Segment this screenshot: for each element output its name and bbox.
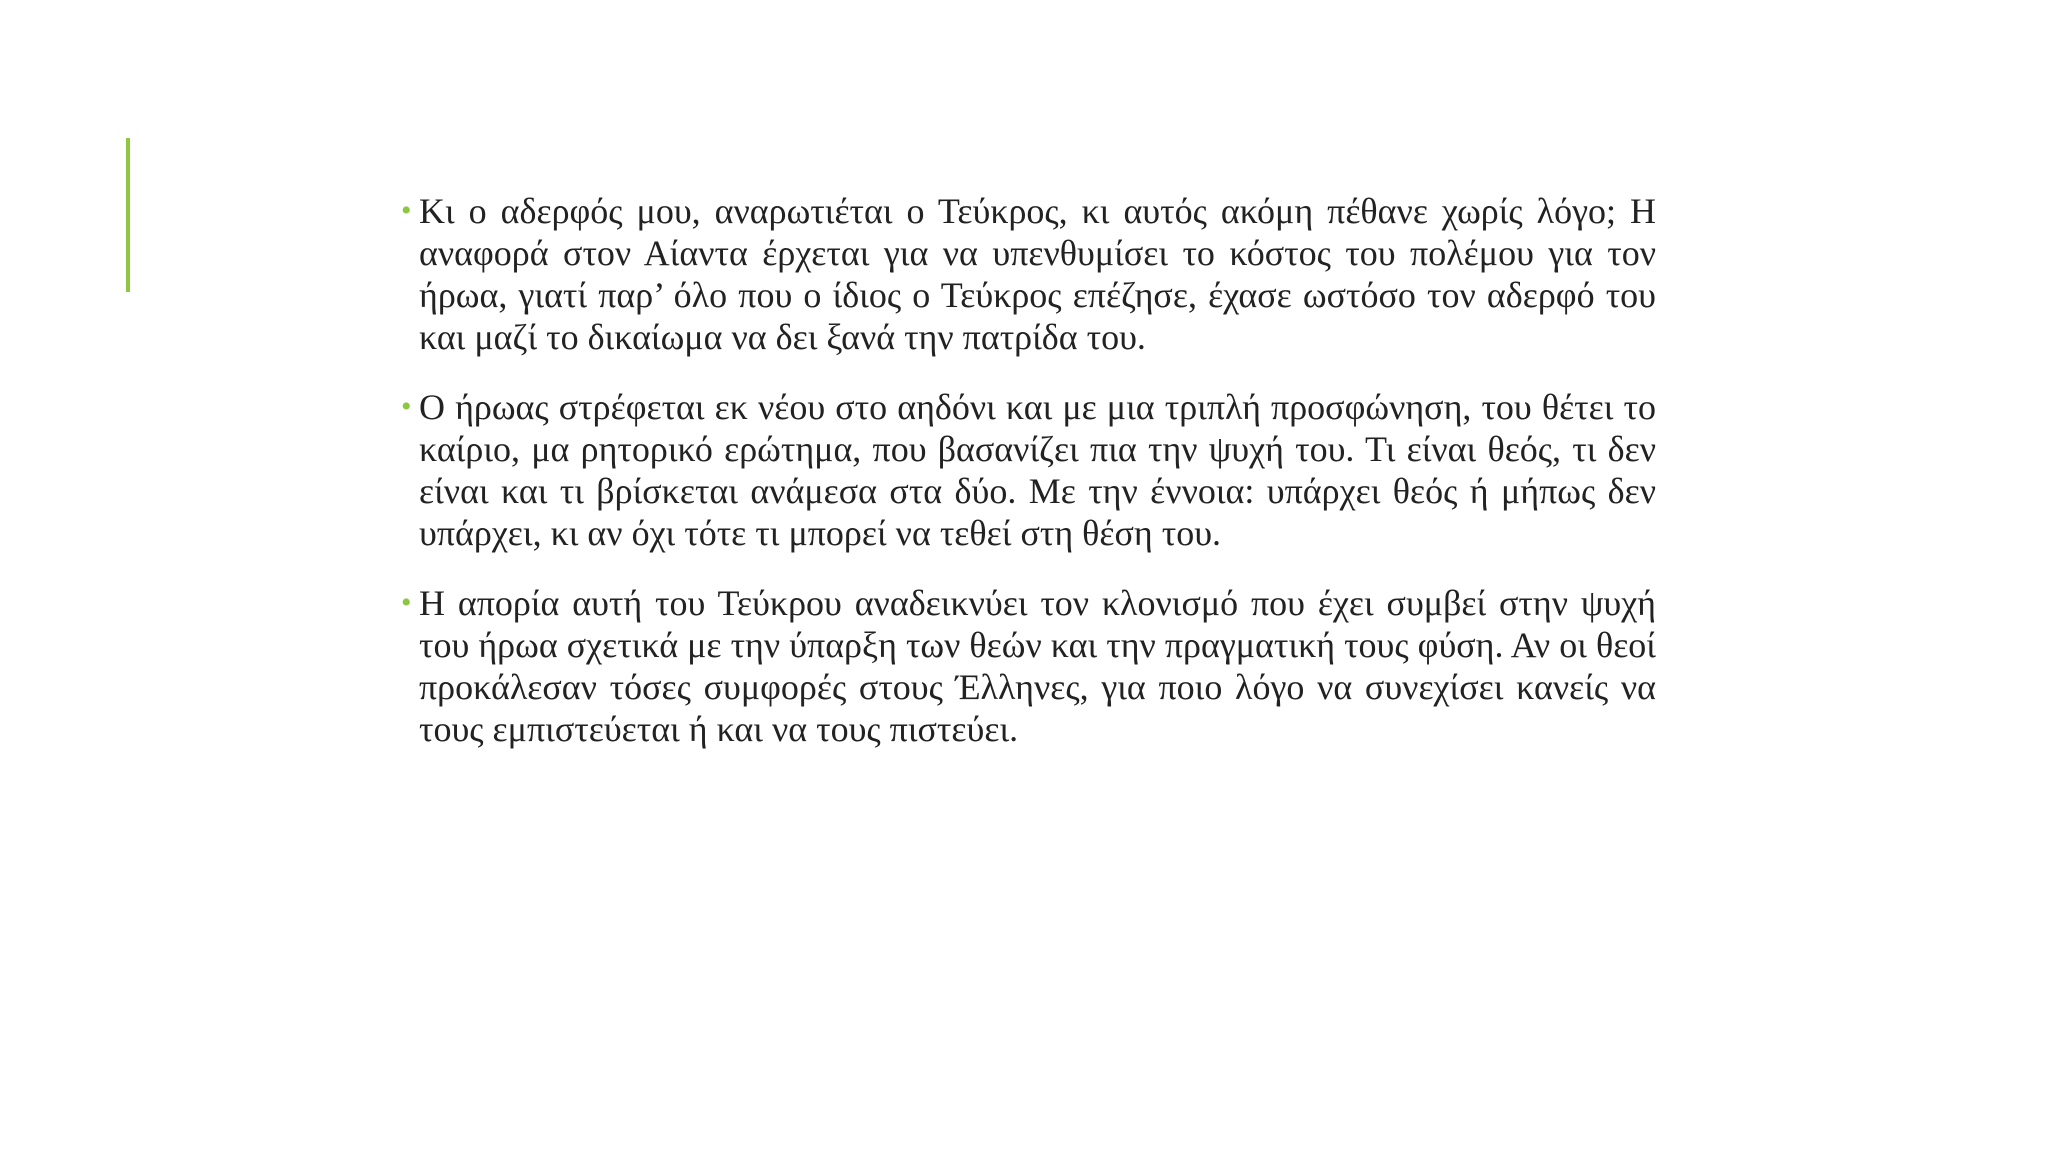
- bullet-dot-icon: •: [401, 390, 412, 423]
- bullet-item-2: [401, 386, 1656, 554]
- bullet-text: Κι ο αδερφός μου, αναρωτιέται ο Τεύκρος, κι αυτός ακόμη πέθανε χωρίς λόγο; Η αναφορά στον Αίαντα έρχεται για να υπενθυμίσει το κόστος του πολέμου για τον ήρωα, γιατί παρ’ όλο που ο ίδιος ο Τεύκρος επέζησε, έχασε ωστόσο τον αδερφό του και μαζί το δικαίωμα να δει ξανά την πατρίδα του.: [419, 191, 1656, 357]
- bullet-list: [401, 190, 1656, 778]
- accent-bar: [126, 138, 130, 292]
- bullet-item-1: [401, 190, 1656, 358]
- bullet-text: Ο ήρωας στρέφεται εκ νέου στο αηδόνι και με μια τριπλή προσφώνηση, του θέτει το καίριο, μα ρητορικό ερώτημα, που βασανίζει πια την ψυχή του. Τι είναι θεός, τι δεν είναι και τι βρίσκεται ανάμεσα στα δύο. Με την έννοια: υπάρχει θεός ή μήπως δεν υπάρχει, κι αν όχι τότε τι μπορεί να τεθεί στη θέση του.: [419, 387, 1656, 553]
- bullet-text: Η απορία αυτή του Τεύκρου αναδεικνύει τον κλονισμό που έχει συμβεί στην ψυχή του ήρωα σχετικά με την ύπαρξη των θεών και την πραγματική τους φύση. Αν οι θεοί προκάλεσαν τόσες συμφορές στους Έλληνες, για ποιο λόγο να συνεχίσει κανείς να τους εμπιστεύεται ή και να τους πιστεύει.: [419, 583, 1656, 749]
- bullet-item-3: [401, 582, 1656, 750]
- bullet-dot-icon: •: [401, 194, 412, 227]
- bullet-dot-icon: •: [401, 586, 412, 619]
